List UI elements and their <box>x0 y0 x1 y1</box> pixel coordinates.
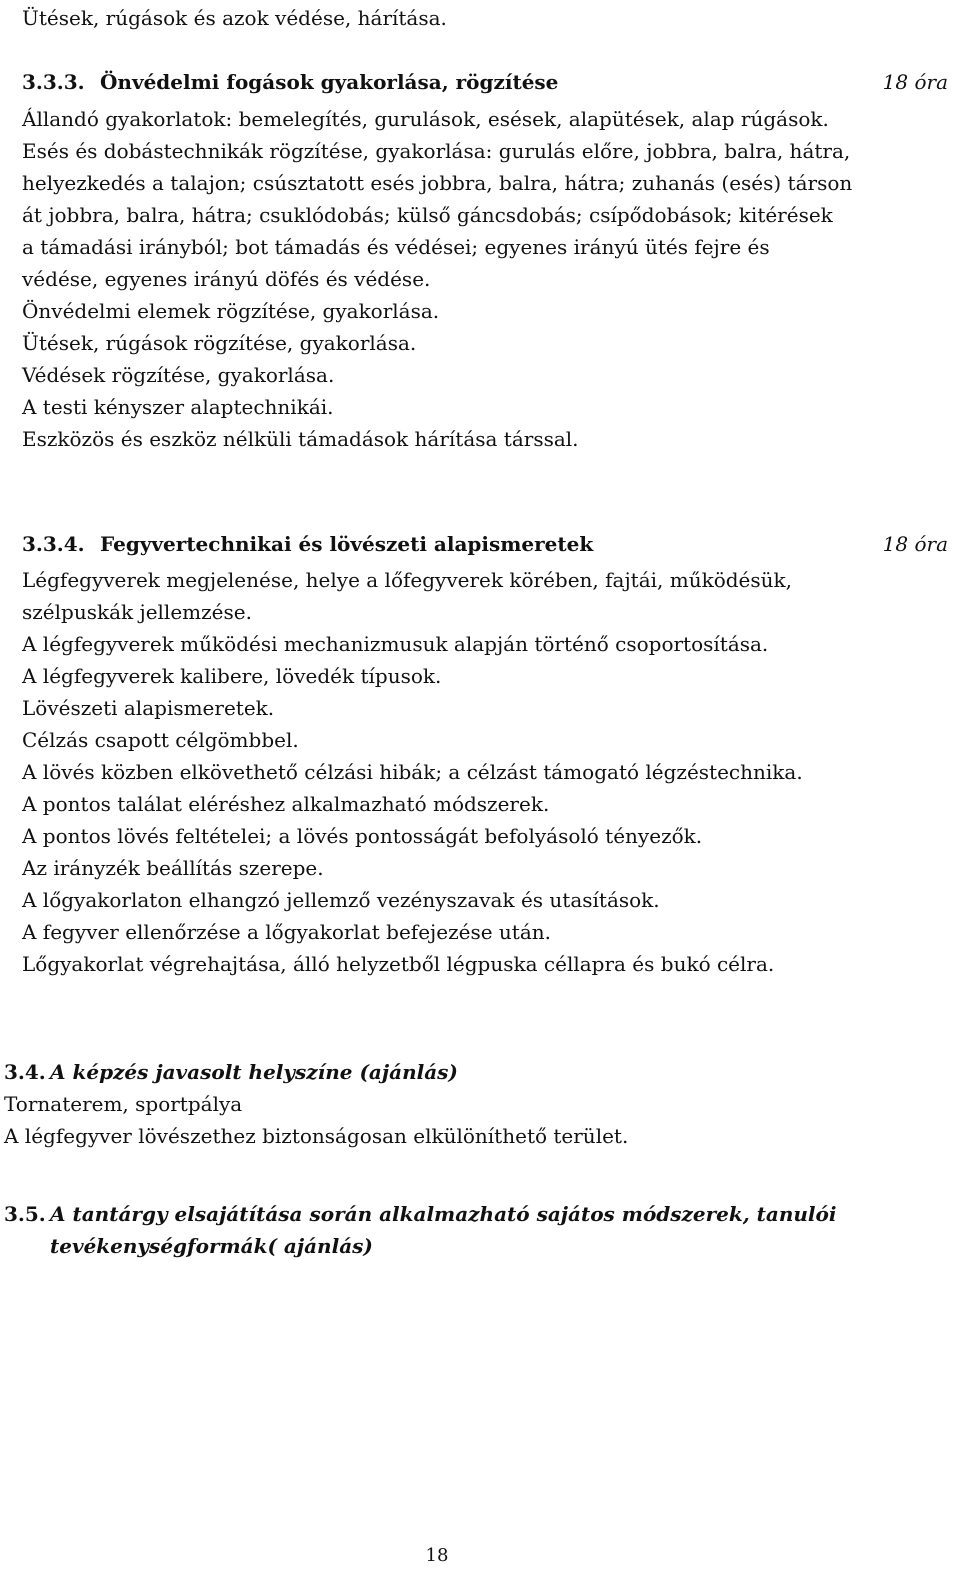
body-line: Védések rögzítése, gyakorlása. <box>22 363 335 387</box>
body-line: Tornaterem, sportpálya <box>4 1092 243 1116</box>
body-line: A légfegyver lövészethez biztonságosan elkülöníthető terület. <box>4 1124 629 1148</box>
body-line: szélpuskák jellemzése. <box>22 600 252 624</box>
body-line: helyezkedés a talajon; csúsztatott esés jobbra, balra, hátra; zuhanás (esés) társon <box>22 171 853 195</box>
section-3-3-3-heading <box>22 66 948 98</box>
body-line: Állandó gyakorlatok: bemelegítés, gurulások, esések, alapütések, alap rúgások. <box>22 107 829 131</box>
body-line: Az irányzék beállítás szerepe. <box>22 856 324 880</box>
section-heading <box>4 1056 954 1088</box>
page-number: 18 <box>425 1545 449 1566</box>
section-number: 3.3.4. <box>22 532 85 556</box>
section-title: Fegyvertechnikai és lövészeti alapismeretek <box>100 532 594 556</box>
body-line: a támadási irányból; bot támadás és védései; egyenes irányú ütés fejre és <box>22 235 770 259</box>
body-line: A légfegyverek kalibere, lövedék típusok. <box>22 664 442 688</box>
body-line: A fegyver ellenőrzése a lőgyakorlat befejezése után. <box>22 920 551 944</box>
body-line: A pontos találat eléréshez alkalmazható módszerek. <box>22 792 550 816</box>
intro-line: Ütések, rúgások és azok védése, hárítása. <box>22 6 447 30</box>
body-line: Eszközös és eszköz nélküli támadások hárítása társsal. <box>22 427 579 451</box>
body-line: Légfegyverek megjelenése, helye a lőfegyverek körében, fajtái, működésük, <box>22 568 792 592</box>
body-line: Lőgyakorlat végrehajtása, álló helyzetből légpuska céllapra és bukó célra. <box>22 952 775 976</box>
body-line: Ütések, rúgások rögzítése, gyakorlása. <box>22 331 417 355</box>
section-title: A tantárgy elsajátítása során alkalmazható sajátos módszerek, tanulói <box>50 1202 837 1226</box>
section-number: 3.5. <box>4 1202 46 1226</box>
body-line: Esés és dobástechnikák rögzítése, gyakorlása: gurulás előre, jobbra, balra, hátra, <box>22 139 851 163</box>
section-title-line2: tevékenységformák( ajánlás) <box>50 1234 373 1258</box>
body-line: A légfegyverek működési mechanizmusuk alapján történő csoportosítása. <box>22 632 769 656</box>
section-hours: 18 óra <box>882 70 948 94</box>
section-3-4 <box>4 1056 954 1152</box>
body-line: A pontos lövés feltételei; a lövés pontosságát befolyásoló tényezők. <box>22 824 703 848</box>
section-title: Önvédelmi fogások gyakorlása, rögzítése <box>100 70 559 94</box>
section-number: 3.3.3. <box>22 70 85 94</box>
body-line: Önvédelmi elemek rögzítése, gyakorlása. <box>22 299 440 323</box>
section-3-5 <box>4 1198 954 1262</box>
body-line: A lövés közben elkövethető célzási hibák; a célzást támogató légzéstechnika. <box>22 760 803 784</box>
body-line: Lövészeti alapismeretek. <box>22 696 275 720</box>
body-line: Célzás csapott célgömbbel. <box>22 728 299 752</box>
body-line: át jobbra, balra, hátra; csuklódobás; külső gáncsdobás; csípődobások; kitérések <box>22 203 833 227</box>
section-heading-continued <box>4 1230 954 1262</box>
section-hours: 18 óra <box>882 532 948 556</box>
body-line: A lőgyakorlaton elhangzó jellemző vezényszavak és utasítások. <box>22 888 660 912</box>
section-title: A képzés javasolt helyszíne (ajánlás) <box>50 1060 458 1084</box>
section-number: 3.4. <box>4 1060 46 1084</box>
section-3-3-4-heading <box>22 528 948 560</box>
section-heading <box>4 1198 954 1230</box>
section-3-3-3-body <box>22 103 952 455</box>
section-3-3-4-body <box>22 564 952 980</box>
body-line: védése, egyenes irányú döfés és védése. <box>22 267 431 291</box>
body-line: A testi kényszer alaptechnikái. <box>22 395 334 419</box>
